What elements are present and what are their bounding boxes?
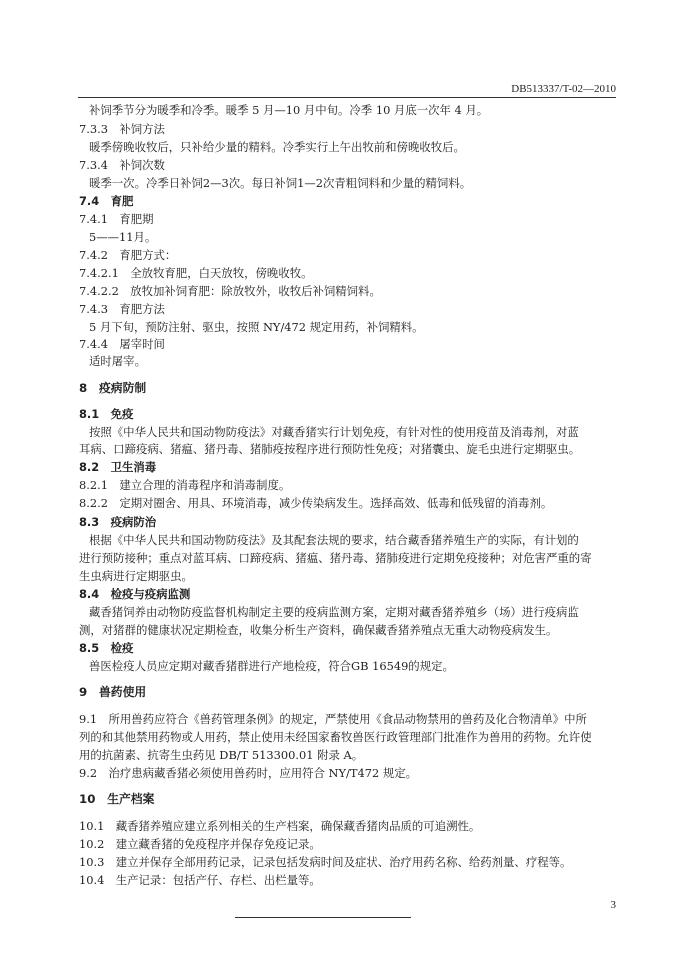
body-line: 进行预防接种；重点对蓝耳病、口蹄疫病、猪瘟、猪丹毒、猪肺疫进行定期免疫接种；对危害严重的寄 [79,551,592,565]
body-line: 暖季一次。冷季日补饲2—3次。每日补饲1—2次青粗饲料和少量的精饲料。 [89,176,472,190]
clause-item: 8.2.1 建立合理的消毒程序和消毒制度。 [79,478,291,492]
section-heading: 10 生产档案 [79,792,155,806]
clause-item: 10.2 建立藏香猪的免疫程序并保存免疫记录。 [79,837,321,851]
clause-heading: 7.4.3 育肥方法 [79,302,165,316]
body-line: 耳病、口蹄疫病、猪瘟、猪丹毒、猪肺疫按程序进行预防性免疫；对猪囊虫、旋毛虫进行定期驱虫。 [79,442,581,456]
clause-heading: 8.4 检疫与疫病监测 [79,587,191,601]
body-line: 生虫病进行定期驱虫。 [79,569,193,583]
clause-heading: 8.1 免疫 [79,407,134,421]
clause-item: 10.4 生产记录：包括产仔、存栏、出栏量等。 [79,873,321,887]
body-line: 兽医检疫人员应定期对藏香猪群进行产地检疫，符合GB 16549的规定。 [89,659,454,673]
clause-heading: 8.5 检疫 [79,641,134,655]
clause-heading: 7.4.4 屠宰时间 [79,337,165,351]
page-header-code: DB513337/T-02—2010 [511,83,616,95]
clause-item: 7.4.2.2 放牧加补饲育肥：除放牧外，收牧后补饲精饲料。 [79,284,381,298]
clause-item: 10.1 藏香猪养殖应建立系列相关的生产档案，确保藏香猪肉品质的可追溯性。 [79,819,481,833]
body-line: 暖季傍晚收牧后，只补给少量的精料。冷季实行上午出牧前和傍晚收牧后。 [89,140,465,154]
section-heading: 9 兽药使用 [79,685,147,699]
body-line: 5 月下旬，预防注射、驱虫，按照 NY/472 规定用药，补饲精料。 [89,320,424,334]
clause-heading: 7.4.2 育肥方式： [79,248,177,262]
clause-heading: 8.3 疫病防治 [79,515,157,529]
body-line: 按照《中华人民共和国动物防疫法》对藏香猪实行计划免疫，有针对性的使用疫苗及消毒剂，对蓝 [89,425,579,439]
body-line: 5——11月。 [89,230,157,244]
body-line: 列的和其他禁用药物或人用药，禁止使用未经国家畜牧兽医行政管理部门批准作为兽用的药物。允许使 [79,730,592,744]
clause-item: 10.3 建立并保存全部用药记录，记录包括发病时间及症状、治疗用药名称、给药剂量、疗程等。 [79,855,572,869]
body-line: 藏香猪饲养由动物防疫监督机构制定主要的疫病监测方案，定期对藏香猪养殖乡（场）进行疫病监 [89,605,579,619]
clause-heading: 7.4.1 育肥期 [79,212,154,226]
section-heading: 8 疫病防制 [79,381,147,395]
body-line: 用的抗菌素、抗寄生虫药见 DB/T 513300.01 附录 A。 [79,748,364,762]
clause-item: 8.2.2 定期对圈舍、用具、环境消毒，减少传染病发生。选择高效、低毒和低残留的消毒剂。 [79,496,553,510]
clause-item: 7.4.2.1 全放牧育肥，白天放牧，傍晚收牧。 [79,266,313,280]
body-line: 补饲季节分为暖季和冷季。暖季 5 月—10 月中旬。冷季 10 月底一次年 4 月。 [89,103,489,117]
header-rule [78,97,616,98]
page-number: 3 [610,899,616,911]
body-line: 测，对猪群的健康状况定期检查，收集分析生产资料，确保藏香猪养殖点无重大动物疫病发生。 [79,623,558,637]
footer-rule [235,917,411,918]
clause-item: 9.2 治疗患病藏香猪必须使用兽药时，应用符合 NY/T472 规定。 [79,766,418,780]
clause-heading: 7.4 育肥 [79,194,134,208]
clause-heading: 8.2 卫生消毒 [79,460,157,474]
clause-item: 9.1 所用兽药应符合《兽药管理条例》的规定，严禁使用《食品动物禁用的兽药及化合物清单》中所 [79,712,587,726]
clause-heading: 7.3.3 补饲方法 [79,122,165,136]
body-line: 根据《中华人民共和国动物防疫法》及其配套法规的要求，结合藏香猪养殖生产的实际，有计划的 [89,533,579,547]
clause-heading: 7.3.4 补饲次数 [79,158,165,172]
body-line: 适时屠宰。 [89,354,146,368]
